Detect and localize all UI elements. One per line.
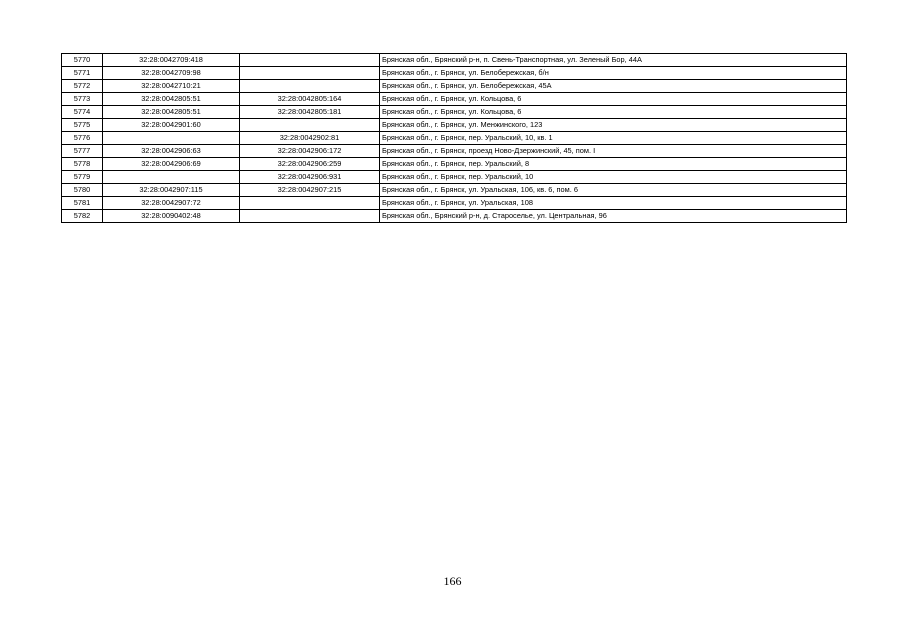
page-number: 166 — [443, 574, 462, 588]
row-number-cell: 5782 — [62, 210, 103, 223]
cadastral-number-cell: 32:28:0090402:48 — [103, 210, 240, 223]
table-row — [62, 158, 847, 171]
address-cell: Брянская обл., Брянский р-н, п. Свень-Транспортная, ул. Зеленый Бор, 44А — [380, 54, 847, 67]
row-number-cell: 5779 — [62, 171, 103, 184]
address-cell: Брянская обл., г. Брянск, проезд Ново-Дзержинский, 45, пом. I — [380, 145, 847, 158]
row-number-cell: 5780 — [62, 184, 103, 197]
premises-cadastral-number-cell: 32:28:0042805:164 — [240, 93, 380, 106]
cadastral-number-cell — [103, 171, 240, 184]
address-cell: Брянская обл., г. Брянск, ул. Кольцова, 6 — [380, 93, 847, 106]
premises-cadastral-number-cell: 32:28:0042906:259 — [240, 158, 380, 171]
table-row — [62, 171, 847, 184]
address-cell: Брянская обл., г. Брянск, пер. Уральский, 8 — [380, 158, 847, 171]
address-cell: Брянская обл., Брянский р-н, д. Староселье, ул. Центральная, 96 — [380, 210, 847, 223]
premises-cadastral-number-cell: 32:28:0042906:931 — [240, 171, 380, 184]
table-row — [62, 93, 847, 106]
row-number-cell: 5772 — [62, 80, 103, 93]
table-row — [62, 80, 847, 93]
cadastral-number-cell: 32:28:0042907:72 — [103, 197, 240, 210]
row-number-cell: 5776 — [62, 132, 103, 145]
cadastral-number-cell — [103, 132, 240, 145]
row-number-cell: 5770 — [62, 54, 103, 67]
table-row — [62, 119, 847, 132]
cadastral-number-cell: 32:28:0042710:21 — [103, 80, 240, 93]
row-number-cell: 5777 — [62, 145, 103, 158]
table-row — [62, 197, 847, 210]
premises-cadastral-number-cell: 32:28:0042907:215 — [240, 184, 380, 197]
premises-cadastral-number-cell: 32:28:0042805:181 — [240, 106, 380, 119]
table-row — [62, 54, 847, 67]
table-row — [62, 106, 847, 119]
row-number-cell: 5778 — [62, 158, 103, 171]
premises-cadastral-number-cell — [240, 210, 380, 223]
cadastral-number-cell: 32:28:0042805:51 — [103, 93, 240, 106]
table-row — [62, 67, 847, 80]
cadastral-number-cell: 32:28:0042709:418 — [103, 54, 240, 67]
row-number-cell: 5774 — [62, 106, 103, 119]
premises-cadastral-number-cell — [240, 197, 380, 210]
address-cell: Брянская обл., г. Брянск, пер. Уральский, 10, кв. 1 — [380, 132, 847, 145]
cadastral-number-cell: 32:28:0042906:63 — [103, 145, 240, 158]
table-row — [62, 210, 847, 223]
address-cell: Брянская обл., г. Брянск, ул. Белобережская, б/н — [380, 67, 847, 80]
cadastral-number-cell: 32:28:0042907:115 — [103, 184, 240, 197]
cadastral-number-cell: 32:28:0042709:98 — [103, 67, 240, 80]
table-row — [62, 184, 847, 197]
property-table-body — [62, 54, 847, 223]
row-number-cell: 5775 — [62, 119, 103, 132]
premises-cadastral-number-cell — [240, 67, 380, 80]
row-number-cell: 5781 — [62, 197, 103, 210]
premises-cadastral-number-cell — [240, 54, 380, 67]
address-cell: Брянская обл., г. Брянск, ул. Уральская, 108 — [380, 197, 847, 210]
address-cell: Брянская обл., г. Брянск, ул. Кольцова, 6 — [380, 106, 847, 119]
address-cell: Брянская обл., г. Брянск, ул. Белобережская, 45А — [380, 80, 847, 93]
table-row — [62, 132, 847, 145]
premises-cadastral-number-cell: 32:28:0042902:81 — [240, 132, 380, 145]
cadastral-number-cell: 32:28:0042906:69 — [103, 158, 240, 171]
cadastral-number-cell: 32:28:0042805:51 — [103, 106, 240, 119]
row-number-cell: 5771 — [62, 67, 103, 80]
table-row — [62, 145, 847, 158]
address-cell: Брянская обл., г. Брянск, ул. Уральская, 106, кв. 6, пом. 6 — [380, 184, 847, 197]
address-cell: Брянская обл., г. Брянск, пер. Уральский, 10 — [380, 171, 847, 184]
row-number-cell: 5773 — [62, 93, 103, 106]
cadastral-number-cell: 32:28:0042901:60 — [103, 119, 240, 132]
address-cell: Брянская обл., г. Брянск, ул. Менжинского, 123 — [380, 119, 847, 132]
premises-cadastral-number-cell — [240, 80, 380, 93]
premises-cadastral-number-cell — [240, 119, 380, 132]
property-table — [61, 53, 847, 223]
premises-cadastral-number-cell: 32:28:0042906:172 — [240, 145, 380, 158]
